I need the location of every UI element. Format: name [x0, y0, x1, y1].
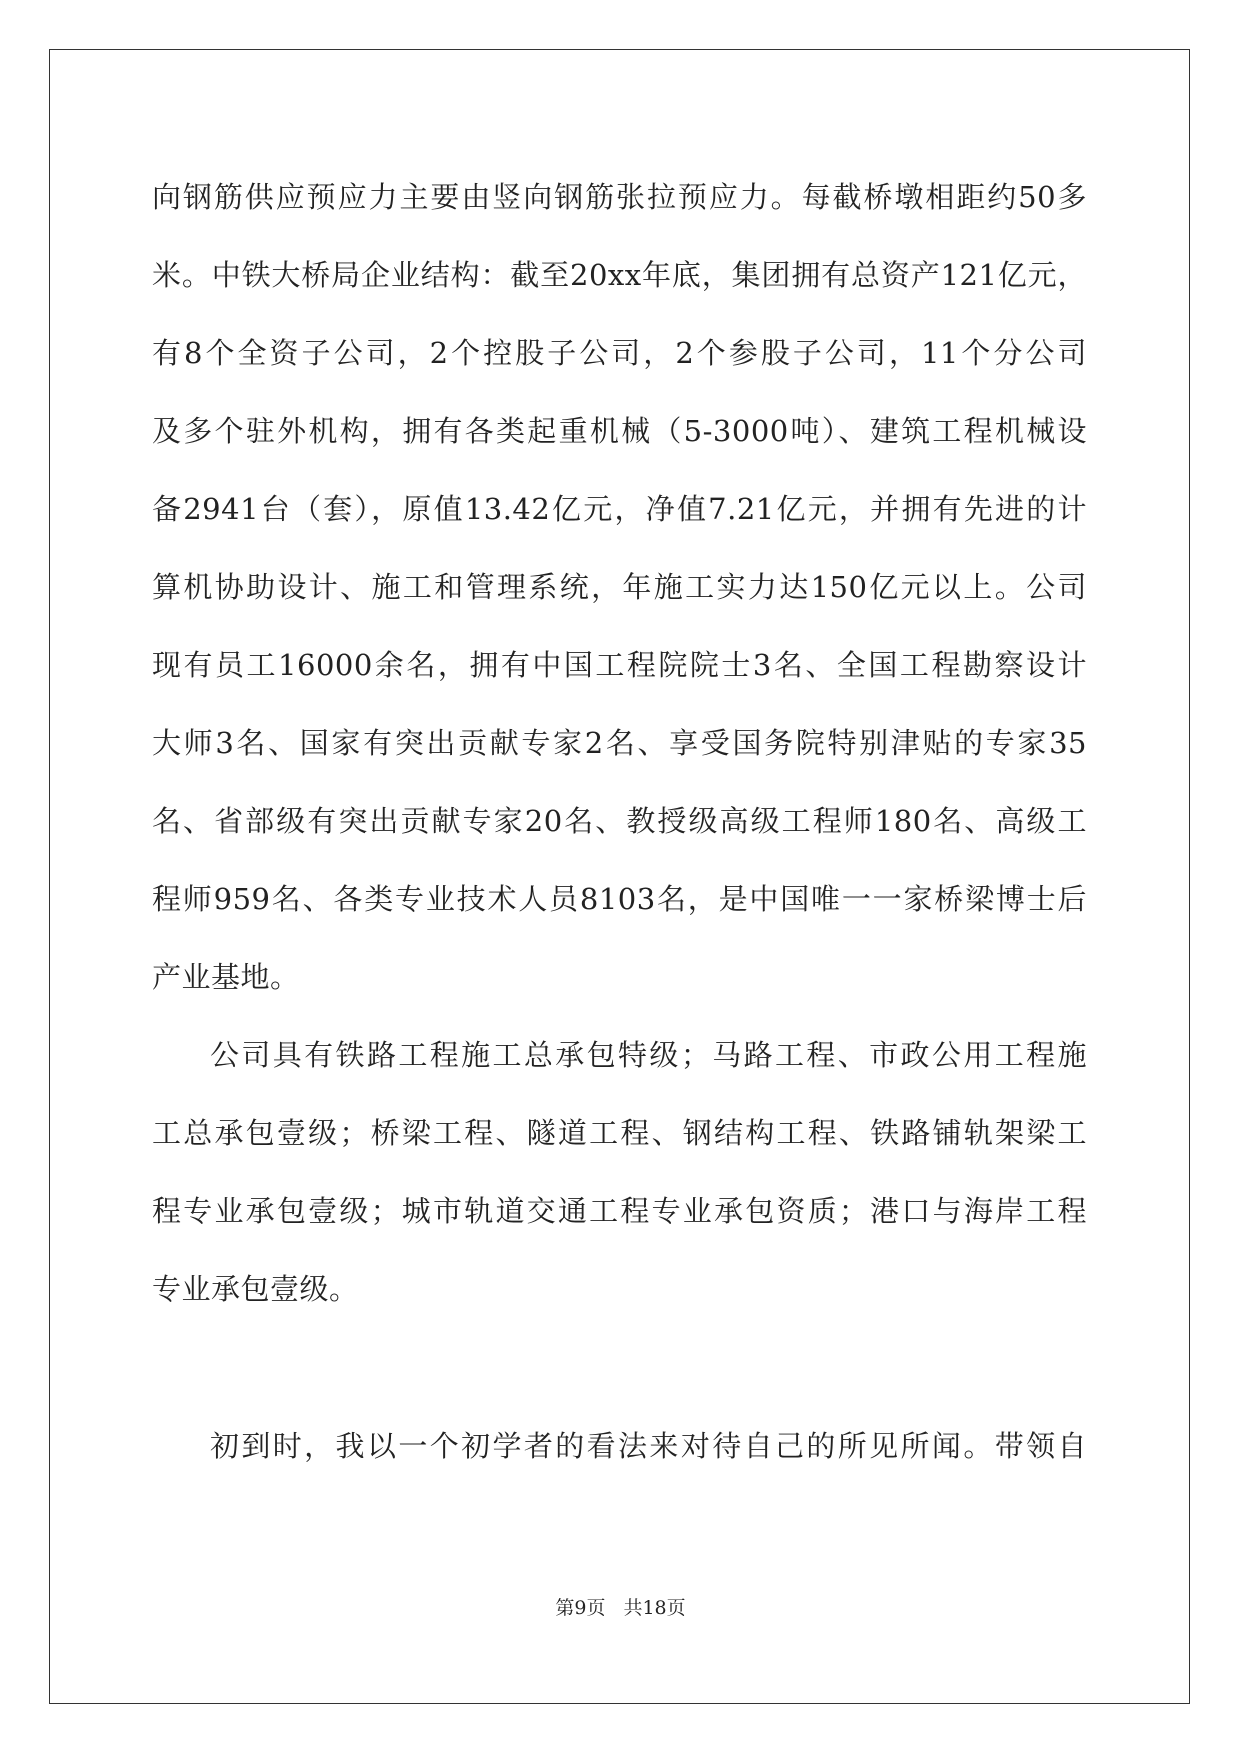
- text-line: 工总承包壹级；桥梁工程、隧道工程、钢结构工程、铁路铺轨架梁工: [152, 1116, 1087, 1150]
- text-line: 程师959名、各类专业技术人员8103名，是中国唯一一家桥梁博士后: [152, 882, 1087, 916]
- text-line: 有8个全资子公司，2个控股子公司，2个参股子公司，11个分公司: [152, 336, 1087, 370]
- text-line: 公司具有铁路工程施工总承包特级；马路工程、市政公用工程施: [210, 1038, 1087, 1072]
- text-line: 及多个驻外机构，拥有各类起重机械（5-3000吨）、建筑工程机械设: [152, 414, 1087, 448]
- text-line: 程专业承包壹级；城市轨道交通工程专业承包资质；港口与海岸工程: [152, 1194, 1087, 1228]
- text-line: 备2941台（套），原值13.42亿元，净值7.21亿元，并拥有先进的计: [152, 492, 1087, 526]
- paragraph-qualifications: [152, 1016, 1087, 1328]
- text-line: 产业基地。: [152, 960, 300, 994]
- page-total: 共18页: [623, 1597, 686, 1619]
- text-line: 名、省部级有突出贡献专家20名、教授级高级工程师180名、高级工: [152, 804, 1087, 838]
- text-line: 初到时，我以一个初学者的看法来对待自己的所见所闻。带领自: [210, 1429, 1087, 1463]
- page-footer: [0, 1593, 1241, 1620]
- paragraph-first-arrival: [152, 1407, 1087, 1485]
- text-line: 大师3名、国家有突出贡献专家2名、享受国务院特别津贴的专家35: [152, 726, 1087, 760]
- document-body: [152, 158, 1087, 1485]
- page-number: 第9页: [555, 1597, 606, 1619]
- paragraph-company-overview: [152, 158, 1087, 1016]
- text-line: 米。中铁大桥局企业结构：截至20xx年底，集团拥有总资产121亿元，: [152, 258, 1087, 292]
- text-line: 专业承包壹级。: [152, 1272, 359, 1306]
- paragraph-gap: [152, 1328, 1087, 1407]
- text-line: 现有员工16000余名，拥有中国工程院院士3名、全国工程勘察设计: [152, 648, 1087, 682]
- text-line: 算机协助设计、施工和管理系统，年施工实力达150亿元以上。公司: [152, 570, 1087, 604]
- text-line: 向钢筋供应预应力主要由竖向钢筋张拉预应力。每截桥墩相距约50多: [152, 180, 1087, 214]
